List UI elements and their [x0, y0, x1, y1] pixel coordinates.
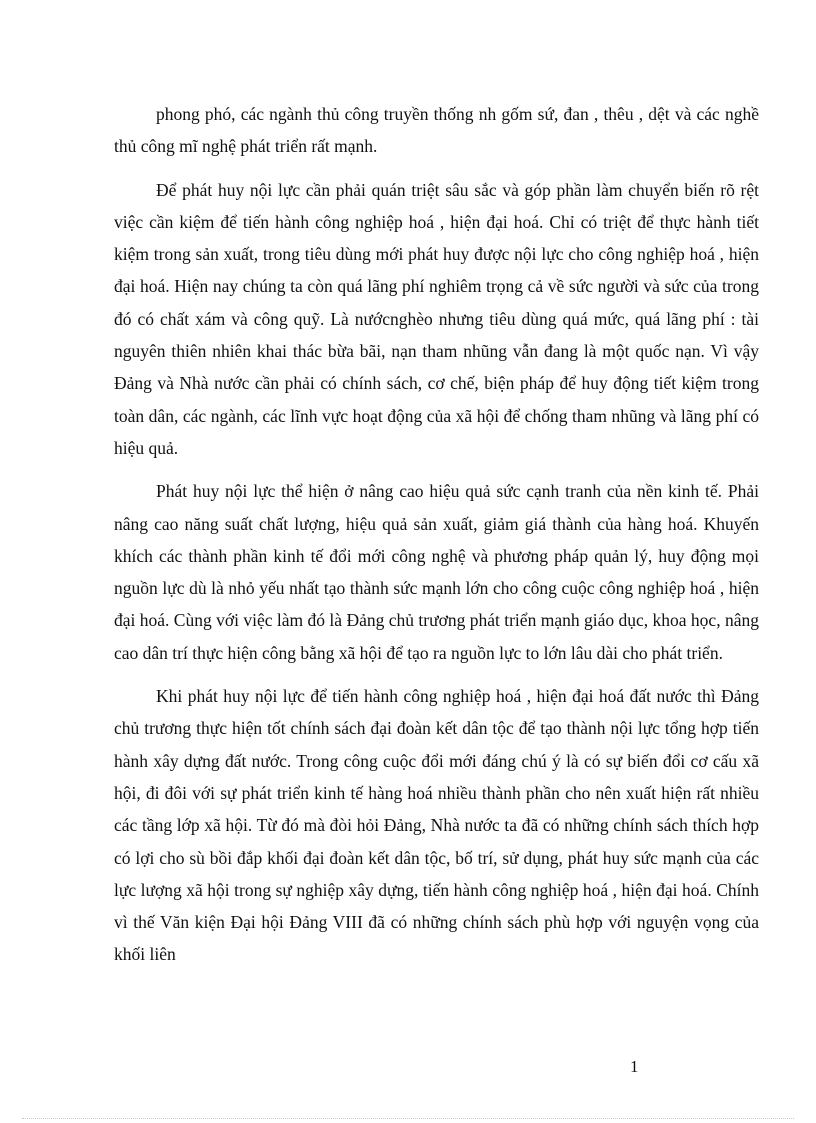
page-number: 1: [630, 1057, 639, 1076]
paragraph-4: Khi phát huy nội lực để tiến hành công nghiệp hoá , hiện đại hoá đất nước thì Đảng chủ trương thực hiện tốt chính sách đại đoàn kết dân tộc để tạo thành nội lực tổng hợp tiến hành xây dựng đất nước. Trong công cuộc đổi mới đáng chú ý là có sự biến đổi cơ cấu xã hội, đi đôi với sự phát triển kinh tế hàng hoá nhiều thành phần cho nên xuất hiện rất nhiều các tầng lớp xã hội. Từ đó mà đòi hỏi Đảng, Nhà nước ta đã có những chính sách thích hợp có lợi cho sù bồi đắp khối đại đoàn kết dân tộc, bố trí, sử dụng, phát huy sức mạnh của các lực lượng xã hội trong sự nghiệp xây dựng, tiến hành công nghiệp hoá , hiện đại hoá. Chính vì thế Văn kiện Đại hội Đảng VIII đã có những chính sách phù hợp với nguyện vọng của khối liên: [114, 686, 759, 965]
paragraph-1: phong phó, các ngành thủ công truyền thống nh gốm sứ, đan , thêu , dệt và các nghề thủ công mĩ nghệ phát triển rất mạnh.: [114, 104, 759, 157]
document-body: [114, 98, 759, 982]
paragraph-3: Phát huy nội lực thể hiện ở nâng cao hiệu quả sức cạnh tranh của nền kinh tế. Phải nâng cao năng suất chất lượng, hiệu quả sản xuất, giảm giá thành của hàng hoá. Khuyến khích các thành phần kinh tế đổi mới công nghệ và phương pháp quản lý, huy động mọi nguồn lực dù là nhỏ yếu nhất tạo thành sức mạnh lớn cho công cuộc công nghiệp hoá , hiện đại hoá. Cùng với việc làm đó là Đảng chủ trương phát triển mạnh giáo dục, khoa học, nâng cao dân trí thực hiện công bằng xã hội để tạo ra nguồn lực to lớn lâu dài cho phát triển.: [114, 481, 759, 663]
paragraph-2: Để phát huy nội lực cần phải quán triệt sâu sắc và góp phần làm chuyển biến rõ rệt việc cần kiệm để tiến hành công nghiệp hoá , hiện đại hoá. Chỉ có triệt để thực hành tiết kiệm trong sản xuất, trong tiêu dùng mới phát huy được nội lực cho công nghiệp hoá , hiện đại hoá. Hiện nay chúng ta còn quá lãng phí nghiêm trọng cả về sức người và sức của trong đó có chất xám và công quỹ. Là nướcnghèo nhưng tiêu dùng quá mức, quá lãng phí : tài nguyên thiên nhiên khai thác bừa bãi, nạn tham nhũng vẫn đang là một quốc nạn. Vì vậy Đảng và Nhà nước cần phải có chính sách, cơ chế, biện pháp để huy động tiết kiệm trong toàn dân, các ngành, các lĩnh vực hoạt động của xã hội để chống tham nhũng và lãng phí có hiệu quả.: [114, 179, 759, 458]
page-bottom-border: [22, 1118, 794, 1119]
